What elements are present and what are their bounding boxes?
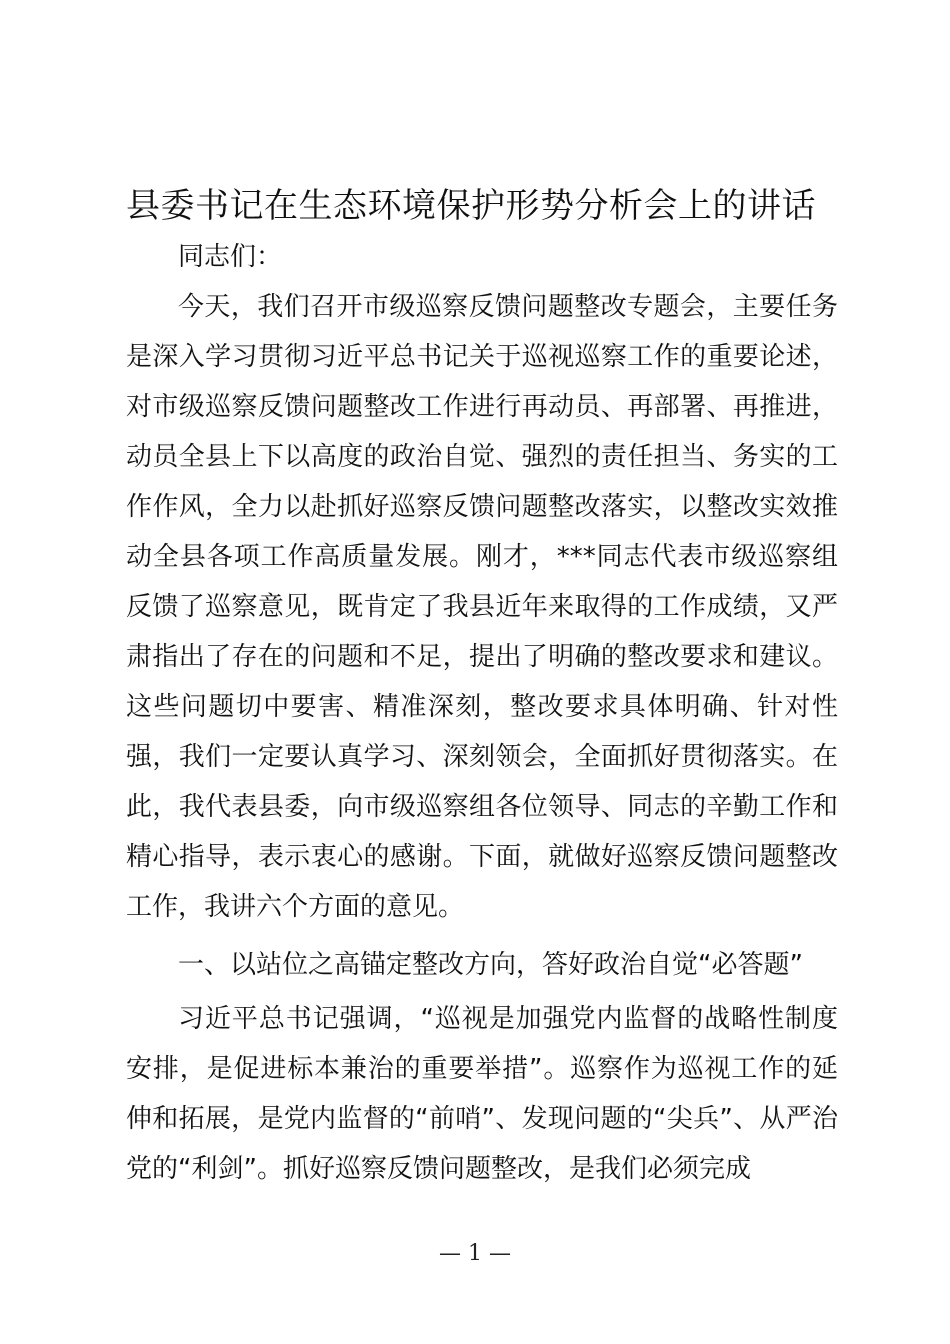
document-body [126, 232, 838, 1194]
body-paragraph: 习近平总书记强调，“巡视是加强党内监督的战略性制度安排，是促进标本兼治的重要举措”。巡察作为巡视工作的延伸和拓展，是党内监督的“前哨”、发现问题的“尖兵”、从严治党的“利剑”。抓好巡察反馈问题整改，是我们必须完成 [126, 1004, 838, 1184]
document-title: 县委书记在生态环境保护形势分析会上的讲话 [126, 186, 816, 226]
page-number: — 1 — [439, 1241, 511, 1266]
salutation: 同志们： [178, 242, 283, 272]
body-paragraph: 今天，我们召开市级巡察反馈问题整改专题会，主要任务是深入学习贯彻习近平总书记关于巡视巡察工作的重要论述，对市级巡察反馈问题整改工作进行再动员、再部署、再推进，动员全县上下以高度的政治自觉、强烈的责任担当、务实的工作作风，全力以赴抓好巡察反馈问题整改落实，以整改实效推动全县各项工作高质量发展。刚才，***同志代表市级巡察组反馈了巡察意见，既肯定了我县近年来取得的工作成绩，又严肃指出了存在的问题和不足，提出了明确的整改要求和建议。这些问题切中要害、精准深刻，整改要求具体明确、针对性强，我们一定要认真学习、深刻领会，全面抓好贯彻落实。在此，我代表县委，向市级巡察组各位领导、同志的辛勤工作和精心指导，表示衷心的感谢。下面，就做好巡察反馈问题整改工作，我讲六个方面的意见。 [126, 292, 838, 922]
section-heading: 一、以站位之高锚定整改方向，答好政治自觉“必答题” [178, 950, 803, 980]
